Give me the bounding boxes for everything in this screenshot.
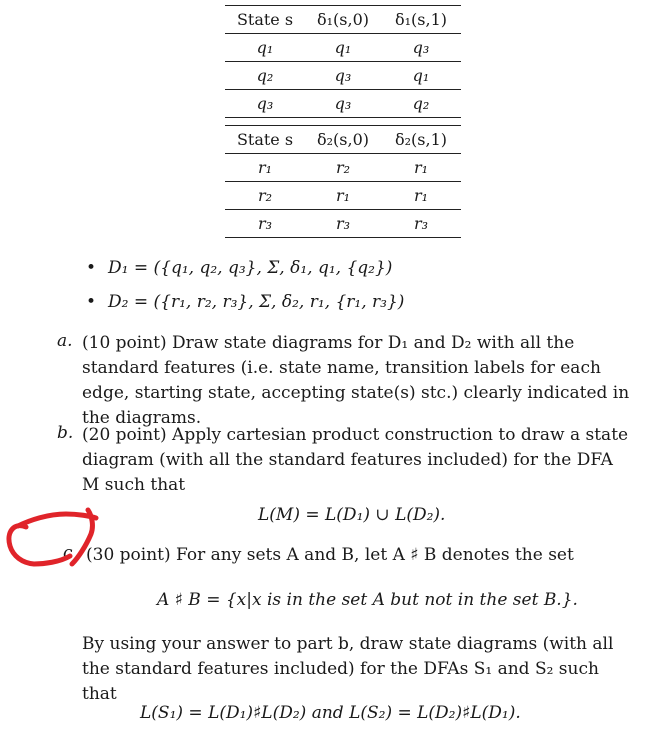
bullet-icon: • [86,258,97,278]
part-a-text: (10 point) Draw state diagrams for D₁ and D₂ with all the standard features (i.e. state name, transition labels for each edge, starting state, accepting state(s) stc.) clearly indicated in the diagrams. [82,333,630,428]
table-cell: q₃ [225,90,305,118]
part-c-label: c [63,543,73,563]
bullet-icon: • [86,292,97,312]
table-cell: q₁ [381,62,461,90]
set-definition: A ♯ B = {x|x is in the set A but not in the set B.}. [157,590,578,610]
table-cell: q₃ [381,34,461,62]
table-cell: r₃ [381,210,461,238]
table-cell: r₁ [381,182,461,210]
table-header-cell: State s [225,6,305,34]
transition-table-d1 [225,5,461,118]
table-header-cell: δ₂(s,1) [381,126,461,154]
table-row [225,154,461,182]
table-cell: q₃ [305,62,381,90]
table-cell: q₃ [305,90,381,118]
table-header-row [225,6,461,34]
table-header-row [225,126,461,154]
part-b-equation: L(M) = L(D₁) ∪ L(D₂). [258,505,446,525]
part-c-followup: By using your answer to part b, draw state diagrams (with all the standard features included) for the DFAs S₁ and S₂ such that [82,634,614,704]
table-cell: r₃ [305,210,381,238]
table-row [225,210,461,238]
part-b-label: b. [57,423,74,443]
table-header-cell: δ₁(s,0) [305,6,381,34]
part-b-text: (20 point) Apply cartesian product construction to draw a state diagram (with all the standard features included) for the DFA M such that [82,425,629,495]
part-c-text: (30 point) For any sets A and B, let A ♯ B denotes the set [86,545,574,565]
table-row [225,182,461,210]
table-cell: r₃ [225,210,305,238]
part-a-label: a. [57,331,73,351]
table-cell: r₁ [225,154,305,182]
table-cell: q₂ [381,90,461,118]
table-header-cell: δ₂(s,0) [305,126,381,154]
dfa-d1-definition [86,258,392,278]
table-header-cell: State s [225,126,305,154]
table-cell: r₂ [305,154,381,182]
table-row [225,90,461,118]
dfa-d2-text: D₂ = ({r₁, r₂, r₃}, Σ, δ₂, r₁, {r₁, r₃}) [108,292,405,312]
table-cell: q₁ [225,34,305,62]
table-cell: q₂ [225,62,305,90]
table-cell: r₁ [305,182,381,210]
table-header-cell: δ₁(s,1) [381,6,461,34]
final-equation: L(S₁) = L(D₁)♯L(D₂) and L(S₂) = L(D₂)♯L(D₁). [140,703,521,723]
transition-table-d2 [225,125,461,238]
dfa-d2-definition [86,292,404,312]
dfa-d1-text: D₁ = ({q₁, q₂, q₃}, Σ, δ₁, q₁, {q₂}) [108,258,393,278]
table-row [225,34,461,62]
table-row [225,62,461,90]
red-annotation-stroke [9,510,96,564]
table-cell: r₂ [225,182,305,210]
table-cell: r₁ [381,154,461,182]
red-annotation-mark-icon [0,500,110,570]
table-cell: q₁ [305,34,381,62]
